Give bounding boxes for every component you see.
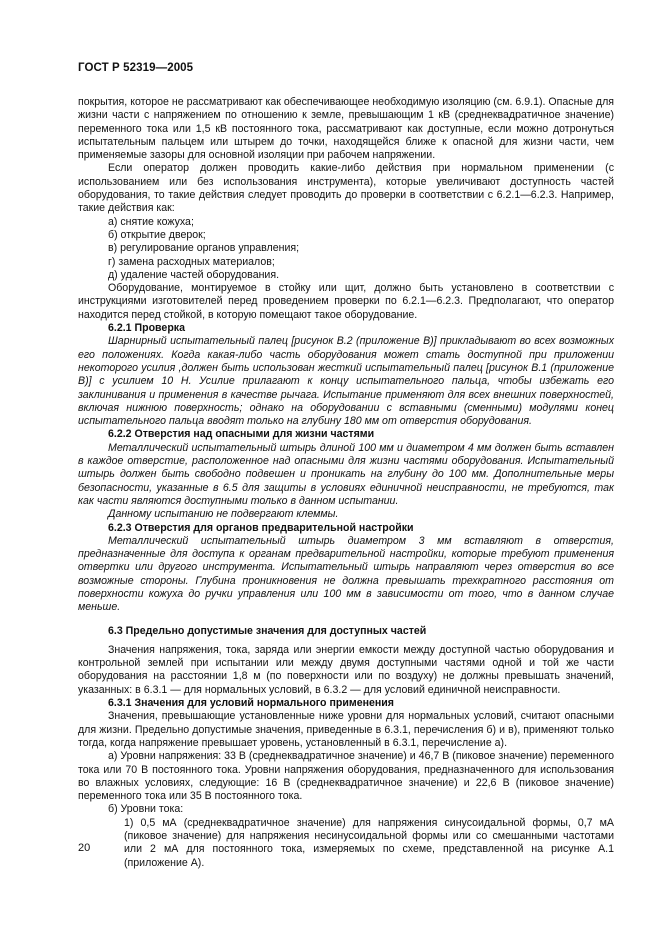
paragraph: Металлический испытательный штырь диаметром 3 мм вставляют в отверстия, предназначенные для доступа к органам предварительной настройки, которые требуют применения отвертки или другого инструмента. Испытательный штырь направляют через отверстия во все возможные стороны. Глубина проникновения не должна превышать трехкратного расстояния от поверхности кожуха до ручки управления или 100 мм в зависимости от того, что в данном случае меньше.	[78, 534, 614, 614]
paragraph: б) Уровни тока:	[108, 803, 184, 816]
section-heading: 6.2.2 Отверстия над опасными для жизни частями	[108, 428, 375, 441]
paragraph: Если оператор должен проводить какие-либо действия при нормальном применении (с использованием или без использования инструмента), которые увеличивают доступность частей оборудования, то такие действия следует проводить до проверки в соответствии с 6.2.1—6.2.3. Например, такие действия как:	[78, 162, 614, 215]
section-heading: 6.2.3 Отверстия для органов предварительной настройки	[108, 521, 414, 534]
paragraph: а) Уровни напряжения: 33 В (среднеквадратичное значение) и 46,7 В (пиковое значение) переменного тока или 70 В постоянного тока. Уровни напряжения оборудования, предназначенного для использования во влажных условиях, следующие: 16 В (среднеквадратичное значение) и 22,6 В (пиковое значение) переменного тока или 35 В постоянного тока.	[78, 750, 614, 803]
paragraph: Значения напряжения, тока, заряда или энергии емкости между доступной частью оборудования и контрольной землей при испытании или между двумя доступными частями одной и той же части оборудования на расстоянии 1,8 м (по поверхности или по воздуху) не должны превышать значений, указанных: в 6.3.1 — для нормальных условий, в 6.3.2 — для условий единичной неисправности.	[78, 643, 614, 696]
list-item: б) открытие дверок;	[108, 228, 206, 241]
paragraph: Значения, превышающие установленные ниже уровни для нормальных условий, считают опасными для жизни. Предельно допустимые значения, приведенные в 6.3.1, перечисления б) и в), применяют только тогда, когда напряжение превышает уровень, установленный в 6.3.1, перечисление а).	[78, 710, 614, 749]
document-header: ГОСТ Р 52319—2005	[78, 62, 194, 74]
paragraph: покрытия, которое не рассматривают как обеспечивающее необходимую изоляцию (см. 6.9.1). Опасные для жизни части с напряжением по отношению к земле, превышающим 1 кВ (среднеквадратичное значение) переменного тока или 1,5 кВ постоянного тока, рассматривают как доступные, если можно дотронуться испытательным пальцем или штырем до точки, находящейся ближе к опасной для жизни части, чем применяемые зазоры для основной изоляции при рабочем напряжении.	[78, 96, 614, 162]
section-heading: 6.3 Предельно допустимые значения для доступных частей	[108, 624, 427, 637]
list-item: в) регулирование органов управления;	[108, 242, 300, 255]
page-number: 20	[78, 842, 91, 854]
list-item: г) замена расходных материалов;	[108, 255, 275, 268]
paragraph: Металлический испытательный штырь длиной 100 мм и диаметром 4 мм должен быть вставлен в каждое отверстие, расположенное над опасными для жизни частями оборудования. Испытательный штырь должен быть свободно подвешен и проникать на глубину до 100 мм. Дополнительные меры безопасности, указанные в 6.5 для защиты в условиях единичной неисправности, не требуются, так как части являются доступными только в данном испытании.	[78, 441, 614, 507]
section-heading: 6.3.1 Значения для условий нормального применения	[108, 697, 394, 710]
paragraph: Шарнирный испытательный палец [рисунок В.2 (приложение В)] прикладывают во всех возможных его положениях. Когда какая-либо часть оборудования может стать доступной при приложении некоторого усилия ,должен быть использован жесткий испытательный палец [рисунок В.1 (приложение В)] с усилием 10 Н. Усилие прилагают к концу испытательного пальца, чтобы избежать его заклинивания и применения в качестве рычага. Испытание применяют для всех внешних поверхностей, включая нижнюю поверхность; однако на оборудовании с вставными (сменными) модулями конец испытательного пальца вводят только на глубину 180 мм от отверстия оборудования.	[78, 335, 614, 428]
list-item: 1) 0,5 мА (среднеквадратичное значение) для напряжения синусоидальной формы, 0,7 мА (пиковое значение) для напряжения несинусоидальной формы или со смешанными частотами или 2 мА для постоянного тока, измеряемых по схеме, представленной на рисунке А.1 (приложение А).	[124, 816, 614, 869]
paragraph: Оборудование, монтируемое в стойку или щит, должно быть установлено в соответствии с инструкциями изготовителей перед проведением проверки по 6.2.1—6.2.3. Предполагают, что оператор находится перед стойкой, в которую помещают такое оборудование.	[78, 282, 614, 321]
section-heading: 6.2.1 Проверка	[108, 322, 185, 335]
list-item: д) удаление частей оборудования.	[108, 268, 280, 281]
paragraph: Данному испытанию не подвергают клеммы.	[108, 508, 339, 521]
list-item: а) снятие кожуха;	[108, 215, 194, 228]
document-body	[78, 96, 614, 870]
